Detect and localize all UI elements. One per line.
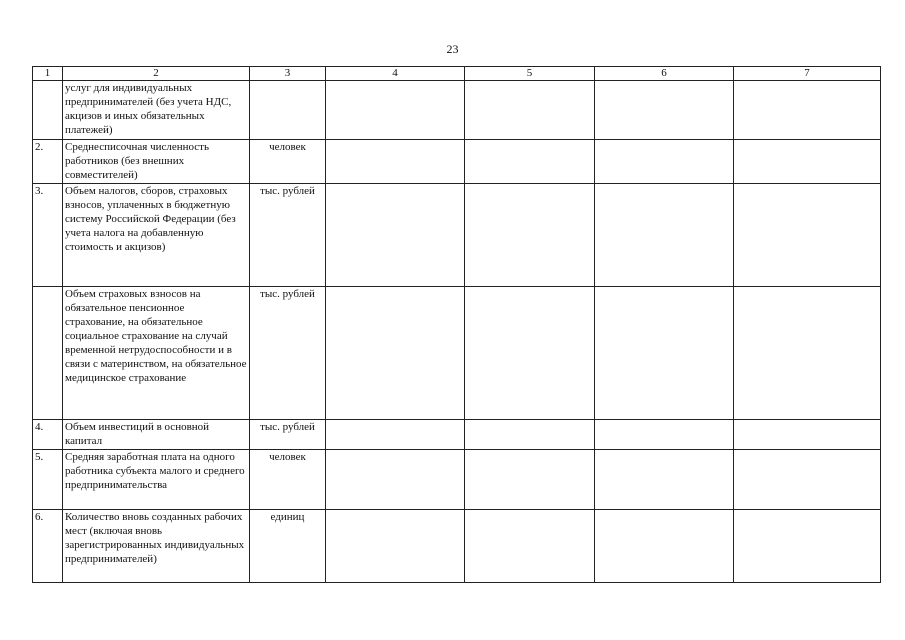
value-cell <box>734 420 881 450</box>
unit-cell: человек <box>250 140 326 184</box>
header-row <box>33 67 881 81</box>
value-cell <box>734 287 881 420</box>
value-cell <box>465 140 595 184</box>
value-cell <box>326 287 465 420</box>
value-cell <box>595 140 734 184</box>
row-number: 3. <box>33 184 63 287</box>
unit-cell: единиц <box>250 510 326 583</box>
unit-cell: человек <box>250 450 326 510</box>
value-cell <box>465 450 595 510</box>
table-row <box>33 510 881 583</box>
column-header: 1 <box>33 67 63 81</box>
value-cell <box>595 450 734 510</box>
indicator-name: Объем инвестиций в основной капитал <box>63 420 250 450</box>
indicator-name: Среднесписочная численность работников (без внешних совместителей) <box>63 140 250 184</box>
value-cell <box>465 184 595 287</box>
value-cell <box>734 510 881 583</box>
table-row <box>33 81 881 140</box>
table-row <box>33 184 881 287</box>
value-cell <box>595 81 734 140</box>
value-cell <box>326 450 465 510</box>
value-cell <box>326 510 465 583</box>
value-cell <box>326 420 465 450</box>
value-cell <box>734 81 881 140</box>
column-header: 6 <box>595 67 734 81</box>
value-cell <box>595 184 734 287</box>
column-header: 3 <box>250 67 326 81</box>
unit-cell <box>250 81 326 140</box>
value-cell <box>326 184 465 287</box>
row-number <box>33 81 63 140</box>
value-cell <box>465 420 595 450</box>
value-cell <box>595 510 734 583</box>
value-cell <box>734 184 881 287</box>
unit-cell: тыс. рублей <box>250 287 326 420</box>
table-row <box>33 287 881 420</box>
value-cell <box>595 287 734 420</box>
indicator-name: Объем страховых взносов на обязательное пенсионное страхование, на обязательное социальное страхование на случай временной нетрудоспособности и в связи с материнством, на обязательное медицинское страхование <box>63 287 250 420</box>
column-header: 2 <box>63 67 250 81</box>
indicator-name: Количество вновь созданных рабочих мест (включая вновь зарегистрированных индивидуальных предпринимателей) <box>63 510 250 583</box>
unit-cell: тыс. рублей <box>250 184 326 287</box>
table-row <box>33 140 881 184</box>
value-cell <box>326 81 465 140</box>
value-cell <box>465 81 595 140</box>
indicator-name: Объем налогов, сборов, страховых взносов, уплаченных в бюджетную систему Российской Федерации (без учета налога на добавленную стоимость и акцизов) <box>63 184 250 287</box>
value-cell <box>465 510 595 583</box>
table-row <box>33 420 881 450</box>
indicator-name: услуг для индивидуальных предпринимателей (без учета НДС, акцизов и иных обязательных платежей) <box>63 81 250 140</box>
value-cell <box>595 420 734 450</box>
page-number: 23 <box>446 42 459 56</box>
value-cell <box>465 287 595 420</box>
column-header: 7 <box>734 67 881 81</box>
table-row <box>33 450 881 510</box>
unit-cell: тыс. рублей <box>250 420 326 450</box>
column-header: 5 <box>465 67 595 81</box>
value-cell <box>734 140 881 184</box>
row-number: 6. <box>33 510 63 583</box>
row-number: 2. <box>33 140 63 184</box>
column-header: 4 <box>326 67 465 81</box>
indicators-table <box>32 66 881 583</box>
value-cell <box>326 140 465 184</box>
value-cell <box>734 450 881 510</box>
row-number: 5. <box>33 450 63 510</box>
row-number: 4. <box>33 420 63 450</box>
indicator-name: Средняя заработная плата на одного работника субъекта малого и среднего предпринимательства <box>63 450 250 510</box>
row-number <box>33 287 63 420</box>
